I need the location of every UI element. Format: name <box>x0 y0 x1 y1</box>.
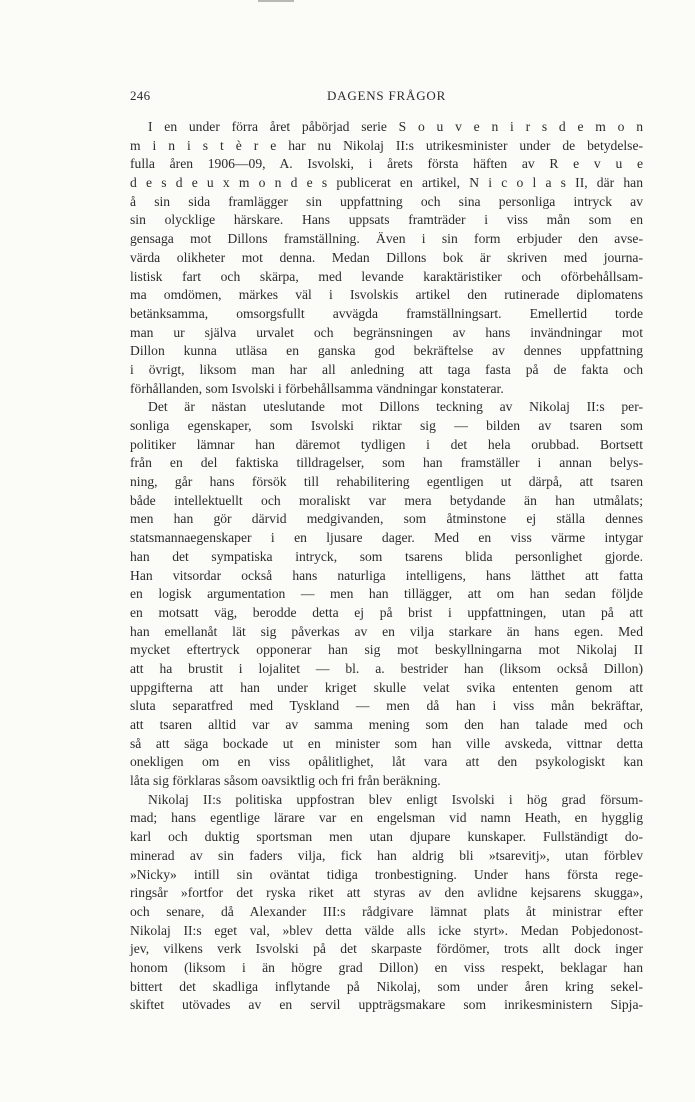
text-line: jev, vilkens verk Isvolski på det skarpaste fördömer, trots allt dock inger <box>130 941 643 957</box>
text-line: mycket eftertryck opponerar han sig mot beskyllningarna mot Nikolaj II <box>130 642 643 658</box>
text-line: Nikolaj II:s eget val, »blev detta välde alls icke styrt». Medan Pobjedonost- <box>130 922 643 938</box>
text-line: Nikolaj II:s politiska uppfostran blev enligt Isvolski i hög grad försum- <box>148 791 643 807</box>
text-line: d e s d e u x m o n d e s publicerat en artikel, N i c o l a s II, där han <box>130 175 643 191</box>
text-line: han emellanåt lät sig påverkas av en vilja starkare än hans egen. Med <box>130 623 643 639</box>
text-line: sluta separatfred med Tyskland — men då han i viss mån bekräftar, <box>130 698 643 714</box>
text-line: Det är nästan uteslutande mot Dillons teckning av Nikolaj II:s per- <box>148 399 643 415</box>
body-text <box>130 118 643 1015</box>
text-line: å sin sida framlägger sin uppfattning och sina personliga intryck av <box>130 193 643 209</box>
running-title: DAGENS FRÅGOR <box>326 88 447 103</box>
text-line: att tsaren alltid var av samma mening som den han talade med och <box>130 717 643 732</box>
text-line: ringsår »fortfor det ryska riket att styras av den avlidne kejsarens skugga», <box>130 885 643 901</box>
text-line: Dillon kunna utläsa en ganska god bekräftelse av dennes uppfattning <box>130 343 643 359</box>
text-line: skiftet utövades av en servil uppträgsmakare som inrikesministern Sipja- <box>130 997 643 1013</box>
page-header <box>130 88 643 108</box>
text-line: karl och duktig sportsman men utan djupare kunskaper. Fullständigt do- <box>130 829 643 845</box>
text-line: statsmannaegenskaper i en ljusare dager. Med en viss värme intygar <box>130 530 643 546</box>
text-line: gensaga mot Dillons framställning. Även i sin form erbjuder den avse- <box>130 231 643 247</box>
text-line: låta sig förklaras såsom oavsiktlig och fri från beräkning. <box>130 773 441 789</box>
text-line: »Nicky» intill sin oväntat tidiga tronbestigning. Under hans första rege- <box>130 866 643 882</box>
text-line: värda olikheter mot denna. Medan Dillons bok är skriven med journa- <box>130 249 643 265</box>
page-number: 246 <box>130 88 151 103</box>
text-line: bittert det skadliga inflytande på Nikolaj, som under åren kring sekel- <box>130 978 643 994</box>
text-line: han det sympatiska intryck, som tsarens blida personlighet gjorde. <box>130 548 643 564</box>
text-line: från en del faktiska tilldragelser, som han framställer i annan belys- <box>130 455 643 471</box>
text-line: en logisk argumentation — men han tillägger, att om han sedan följde <box>130 586 643 602</box>
text-line: men han gör därvid medgivanden, som åtminstone ej ställa dennes <box>130 511 643 527</box>
text-line: i övrigt, liksom man har all anledning att taga fasta på de fakta och <box>130 361 643 377</box>
text-line: så att säga bockade ut en minister som han ville avskeda, vittnar detta <box>130 735 643 751</box>
text-line: förhållanden, som Isvolski i förbehållsamma vändningar konstaterar. <box>130 380 504 396</box>
text-line: listisk fart och skärpa, med levande karaktäristiker och oförbehållsam- <box>130 268 643 284</box>
text-line: uppgifterna att han under kriget skulle velat svika ententen genom att <box>130 679 643 695</box>
text-line: m i n i s t è r e har nu Nikolaj II:s utrikesminister under de betydelse- <box>130 137 643 153</box>
text-line: mad; hans egentlige lärare var en engelsman vid namn Heath, en hygglig <box>130 810 643 826</box>
text-line: honom (liksom i än högre grad Dillon) en viss respekt, beklagar han <box>130 959 643 975</box>
text-line: att ha brustit i lojalitet — bl. a. bestrider han (liksom också Dillon) <box>130 660 643 676</box>
text-line: man ur själva urvalet och begränsningen av hans invändningar mot <box>130 324 643 340</box>
page-edge-mark <box>258 0 294 2</box>
text-line: och senare, då Alexander III:s rådgivare lämnat plats åt ministrar efter <box>130 903 643 919</box>
text-line: I en under förra året påbörjad serie S o u v e n i r s d e m o n <box>148 119 643 134</box>
text-line: betänksamma, omsorgsfullt avvägda framställningsart. Emellertid torde <box>130 305 643 321</box>
text-line: sin olycklige härskare. Hans uppsats framträder i viss mån som en <box>130 212 643 228</box>
text-line: Han vitsordar också hans naturliga intelligens, hans lätthet att fatta <box>130 567 643 583</box>
text-line: sonliga egenskaper, som Isvolski riktar sig — bilden av tsaren som <box>130 418 643 433</box>
text-line: fulla åren 1906—09, A. Isvolski, i årets första häften av R e v u e <box>130 156 643 172</box>
text-line: både intellektuellt och moraliskt var mera betydande än han utmålats; <box>130 492 643 508</box>
text-line: minerad av sin faders vilja, fick han aldrig bli »tsarevitj», utan förblev <box>130 847 643 863</box>
text-line: ning, går hans försök till rehabilitering egentligen ut därpå, att tsaren <box>130 474 643 490</box>
text-line: politiker lämnar han däremot tydligen i det hela orubbad. Bortsett <box>130 436 643 452</box>
text-line: onekligen om en viss opålitlighet, låt vara att den psykologiskt kan <box>130 754 643 770</box>
text-line: en motsatt väg, berodde detta ej på brist i uppfattningen, utan på att <box>130 604 643 620</box>
text-line: ma omdömen, märkes väl i Isvolskis artikel den rutinerade diplomatens <box>130 287 643 303</box>
